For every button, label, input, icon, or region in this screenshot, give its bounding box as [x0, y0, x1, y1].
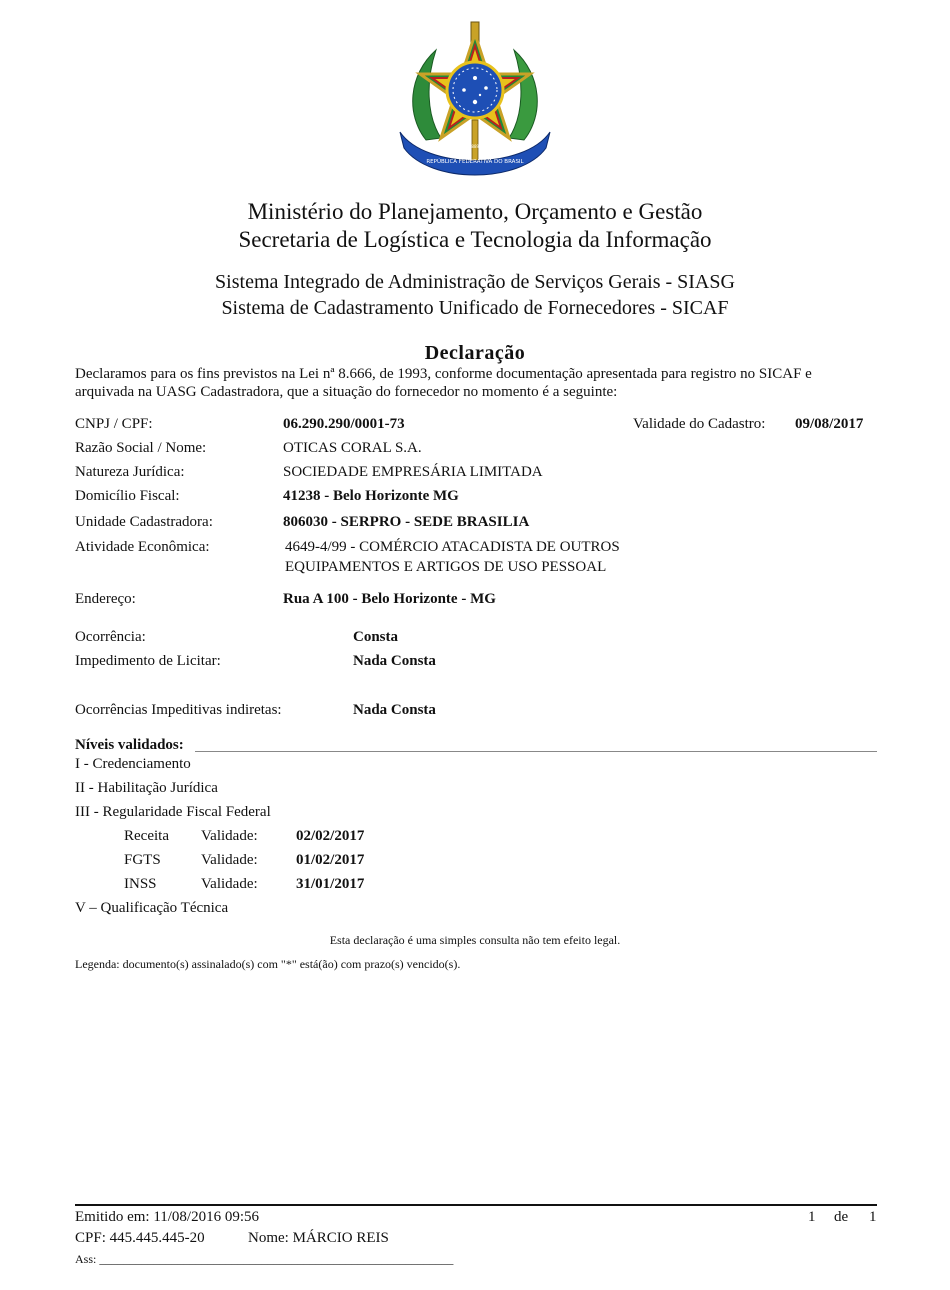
intro-line-1: Declaramos para os fins previstos na Lei nª 8.666, de 1993, conforme documentação apresentada para registro no SICAF e	[75, 366, 812, 382]
fgts-label: FGTS	[124, 852, 161, 868]
nome-footer: Nome: MÁRCIO REIS	[248, 1230, 389, 1246]
nivel-iii: III - Regularidade Fiscal Federal	[75, 804, 271, 820]
razao-label: Razão Social / Nome:	[75, 440, 207, 456]
nivel-v: V – Qualificação Técnica	[75, 900, 229, 916]
intro-line-2: arquivada na UASG Cadastradora, que a situação do fornecedor no momento é a seguinte:	[75, 384, 618, 400]
impedimento-label: Impedimento de Licitar:	[75, 653, 221, 669]
niveis-heading: Níveis validados:	[75, 737, 184, 753]
secretariat-title: Secretaria de Logística e Tecnologia da Informação	[238, 227, 712, 252]
page-current: 1	[808, 1209, 816, 1225]
emitido-em: Emitido em: 11/08/2016 09:56	[75, 1209, 260, 1225]
validade-cadastro-value: 09/08/2017	[795, 416, 864, 432]
brazil-coat-of-arms-emblem	[396, 20, 554, 186]
natureza-value: SOCIEDADE EMPRESÁRIA LIMITADA	[283, 464, 543, 480]
page-total: 1	[869, 1209, 877, 1225]
siasg-title: Sistema Integrado de Administração de Serviços Gerais - SIASG	[215, 271, 735, 293]
legenda-note: Legenda: documento(s) assinalado(s) com "*" está(ão) com prazo(s) vencido(s).	[75, 957, 461, 971]
ocorrencia-value: Consta	[353, 629, 399, 645]
emblem-motto: REPÚBLICA FEDERATIVA DO BRASIL	[426, 159, 524, 165]
document-title: Declaração	[424, 342, 526, 364]
unidade-label: Unidade Cadastradora:	[75, 514, 213, 530]
natureza-label: Natureza Jurídica:	[75, 464, 185, 480]
validade-cadastro-label: Validade do Cadastro:	[633, 416, 766, 432]
signature-line: Ass: ___________________________________________________________	[75, 1252, 454, 1266]
domicilio-value: 41238 - Belo Horizonte MG	[283, 488, 459, 504]
endereco-label: Endereço:	[75, 591, 136, 607]
cnpj-label: CNPJ / CPF:	[75, 416, 153, 432]
emblem-date: 15 DE NOVEMBRO DE 1889	[424, 144, 480, 149]
niveis-divider	[195, 751, 877, 752]
atividade-value-line-2: EQUIPAMENTOS E ARTIGOS DE USO PESSOAL	[285, 559, 607, 575]
fgts-validade-label: Validade:	[201, 852, 258, 868]
razao-value: OTICAS CORAL S.A.	[283, 440, 422, 456]
receita-label: Receita	[124, 828, 169, 844]
ministry-title: Ministério do Planejamento, Orçamento e Gestão	[247, 199, 703, 224]
nivel-ii: II - Habilitação Jurídica	[75, 780, 218, 796]
ocorrencia-label: Ocorrência:	[75, 629, 146, 645]
disclaimer-note: Esta declaração é uma simples consulta não tem efeito legal.	[329, 933, 621, 947]
endereco-value: Rua A 100 - Belo Horizonte - MG	[283, 591, 496, 607]
cpf-footer: CPF: 445.445.445-20	[75, 1230, 205, 1246]
receita-date: 02/02/2017	[296, 828, 365, 844]
inss-date: 31/01/2017	[296, 876, 365, 892]
atividade-value-line-1: 4649-4/99 - COMÉRCIO ATACADISTA DE OUTROS	[285, 539, 620, 555]
atividade-label: Atividade Econômica:	[75, 539, 210, 555]
inss-validade-label: Validade:	[201, 876, 258, 892]
nivel-i: I - Credenciamento	[75, 756, 191, 772]
cnpj-value: 06.290.290/0001-73	[283, 416, 405, 432]
indiretas-label: Ocorrências Impeditivas indiretas:	[75, 702, 282, 718]
unidade-value: 806030 - SERPRO - SEDE BRASILIA	[283, 514, 530, 530]
receita-validade-label: Validade:	[201, 828, 258, 844]
fgts-date: 01/02/2017	[296, 852, 365, 868]
impedimento-value: Nada Consta	[353, 653, 436, 669]
sicaf-title: Sistema de Cadastramento Unificado de Fornecedores - SICAF	[221, 297, 729, 319]
footer-divider	[75, 1204, 877, 1206]
inss-label: INSS	[124, 876, 157, 892]
indiretas-value: Nada Consta	[353, 702, 436, 718]
domicilio-label: Domicílio Fiscal:	[75, 488, 180, 504]
page-of: de	[834, 1209, 849, 1225]
